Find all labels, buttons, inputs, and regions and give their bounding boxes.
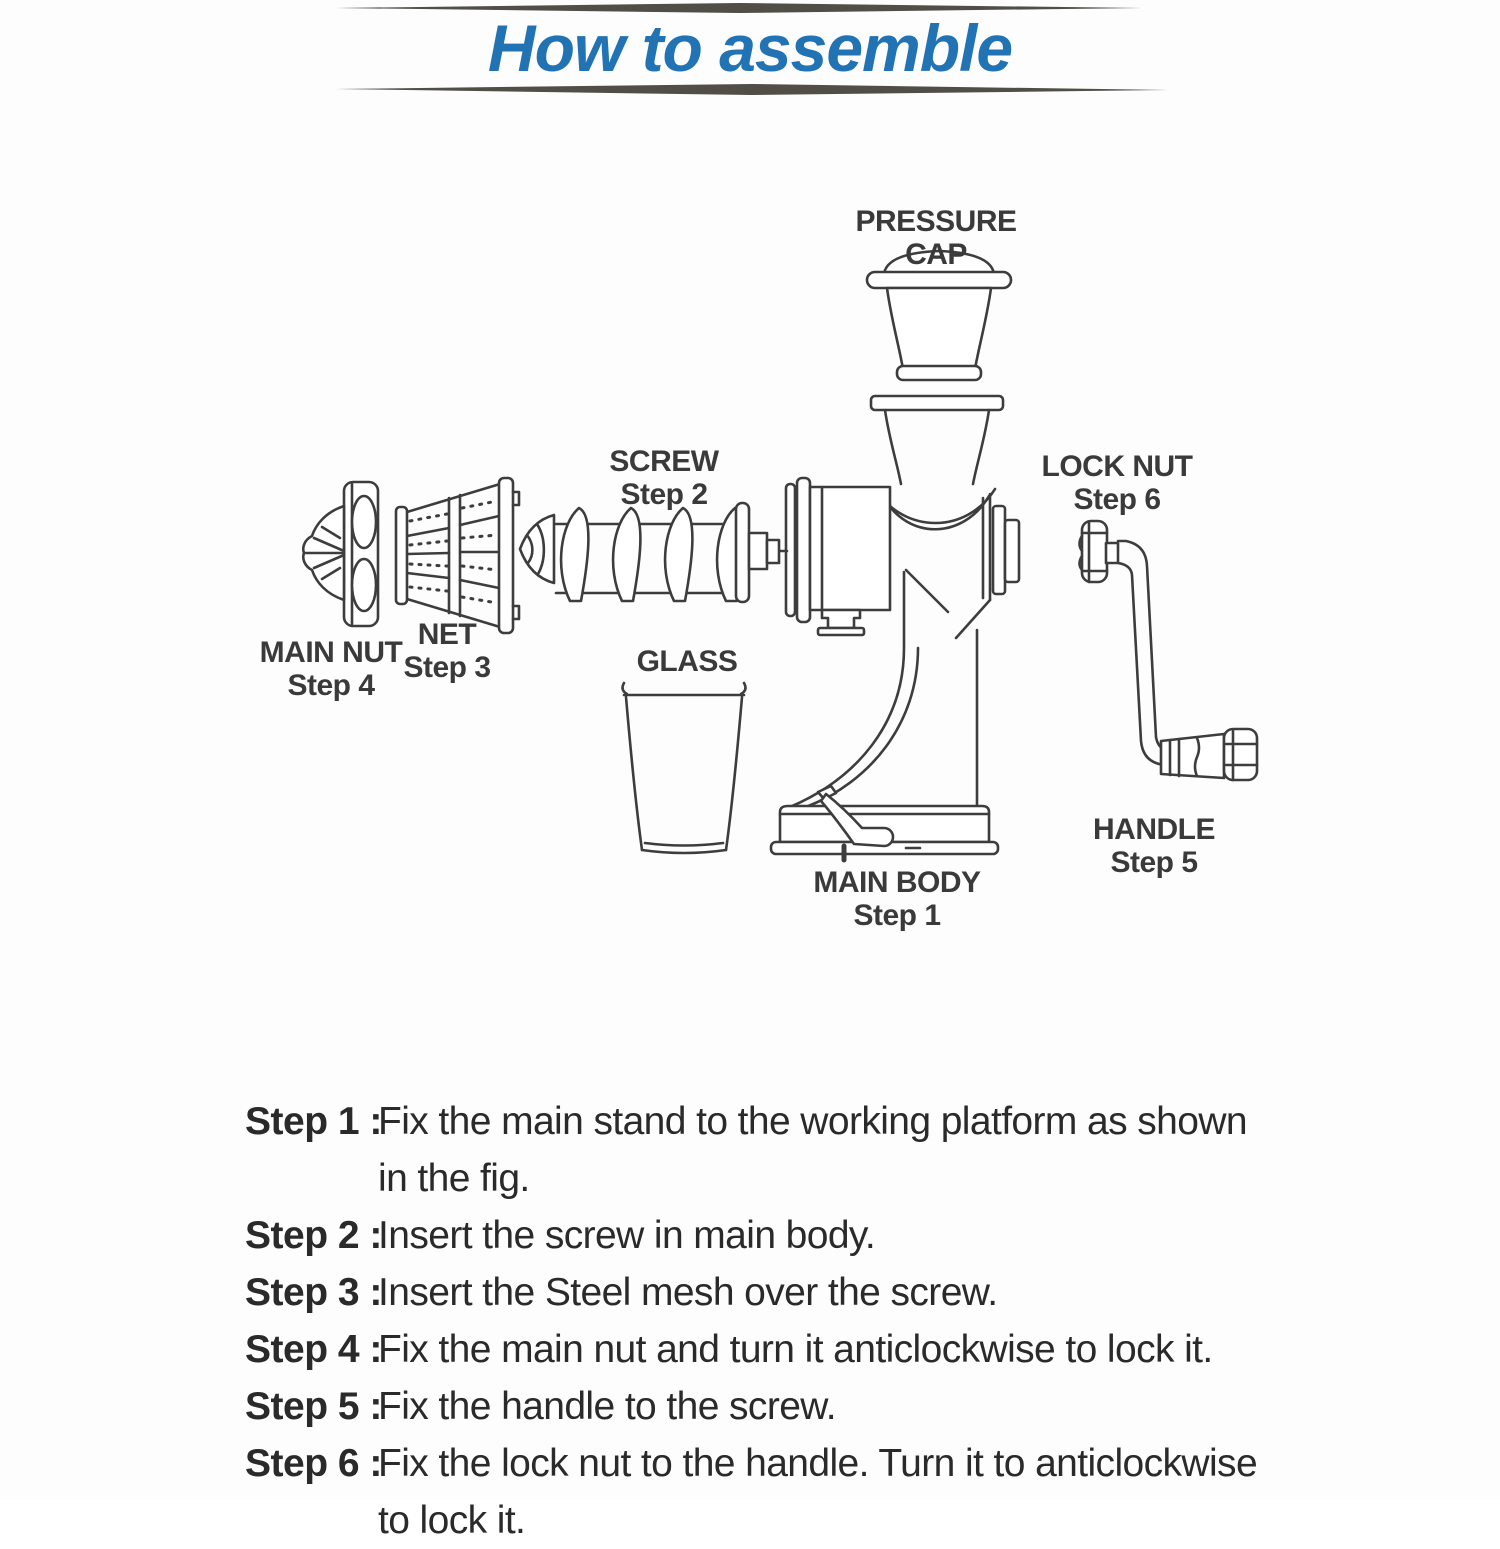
label-main-body: MAIN BODY Step 1	[813, 866, 981, 932]
label-screw: SCREW Step 2	[609, 445, 719, 511]
page-title: How to assemble	[487, 11, 1013, 85]
main-nut-drawing	[303, 482, 378, 626]
step-row-5	[245, 1378, 1435, 1435]
label-net: NET Step 3	[403, 618, 491, 684]
label-lock-nut: LOCK NUT Step 6	[1041, 450, 1193, 516]
main-body-drawing	[771, 396, 1019, 860]
step-1-text: Fix the main stand to the working platform as shown in the fig.	[378, 1100, 1247, 1200]
label-handle: HANDLE Step 5	[1093, 813, 1215, 879]
net-drawing	[396, 478, 519, 633]
step-3-label: Step 3 :	[245, 1271, 382, 1314]
step-3-text: Insert the Steel mesh over the screw.	[378, 1271, 998, 1314]
label-main-nut: MAIN NUT Step 4	[259, 636, 403, 702]
step-4-text: Fix the main nut and turn it anticlockwise to lock it.	[378, 1328, 1213, 1371]
screw-drawing	[520, 503, 779, 602]
step-row-3	[245, 1264, 1435, 1321]
step-row-6	[245, 1435, 1435, 1549]
step-row-4	[245, 1321, 1435, 1378]
step-row-1	[245, 1093, 1435, 1207]
step-6-label: Step 6 :	[245, 1442, 382, 1485]
step-4-label: Step 4 :	[245, 1328, 382, 1371]
step-5-text: Fix the handle to the screw.	[378, 1385, 836, 1428]
glass-drawing	[623, 683, 746, 853]
label-pressure-cap: PRESSURE CAP	[855, 205, 1017, 271]
step-6-text: Fix the lock nut to the handle. Turn it to anticlockwise to lock it.	[378, 1442, 1258, 1542]
lock-nut-handle-drawing	[1080, 521, 1258, 780]
assembly-steps	[245, 1093, 1435, 1549]
step-1-label: Step 1 :	[245, 1100, 382, 1143]
step-2-label: Step 2 :	[245, 1214, 382, 1257]
label-glass: GLASS	[636, 645, 738, 678]
step-5-label: Step 5 :	[245, 1385, 382, 1428]
step-2-text: Insert the screw in main body.	[378, 1214, 876, 1257]
step-row-2	[245, 1207, 1435, 1264]
